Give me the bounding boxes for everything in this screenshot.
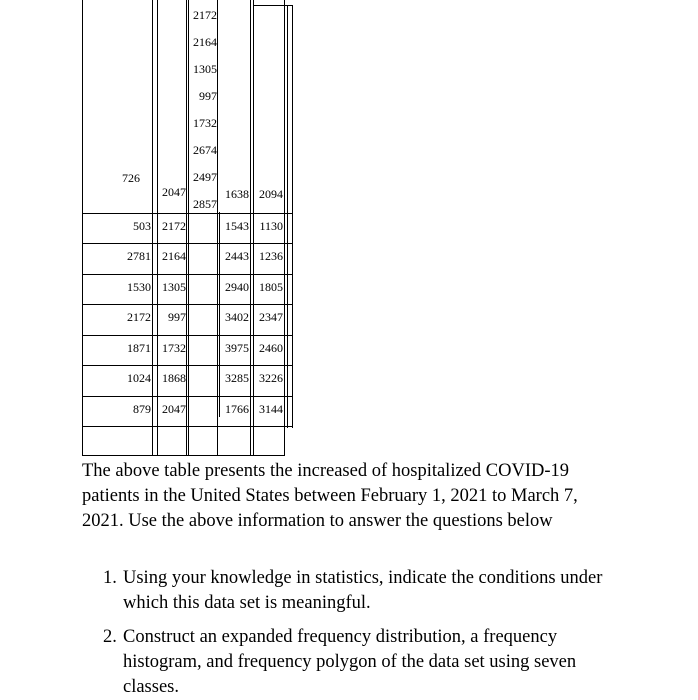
table-line (253, 5, 293, 6)
table-border-bottom (82, 455, 285, 456)
table-line (82, 243, 293, 244)
table-cell: 1732 (162, 341, 186, 355)
table-cell: 1305 (162, 280, 186, 294)
table-line (284, 0, 285, 456)
table-cell: 1766 (225, 402, 249, 416)
table-cell: 2497 (193, 170, 217, 184)
table-cell: 2172 (127, 310, 151, 324)
table-cell: 3975 (225, 341, 249, 355)
table-cell: 1868 (162, 371, 186, 385)
table-cell: 2781 (127, 249, 151, 263)
table-cell: 2940 (225, 280, 249, 294)
table-cell: 1236 (259, 249, 283, 263)
question-number: 2. (103, 627, 117, 647)
table-cell: 3402 (225, 310, 249, 324)
table-cell: 726 (122, 171, 140, 185)
table-cell: 2164 (162, 249, 186, 263)
table-line (152, 0, 153, 456)
table-line (217, 0, 218, 456)
table-cell: 1543 (225, 219, 249, 233)
table-cell: 1805 (259, 280, 283, 294)
table-cell: 1871 (127, 341, 151, 355)
question-text: Construct an expanded frequency distribution, a frequency histogram, and frequency polygon of the data set using seven classes. (123, 627, 577, 697)
table-cell: 1305 (193, 62, 217, 76)
table-cell: 1530 (127, 280, 151, 294)
table-line (82, 396, 293, 397)
table-cell: 3285 (225, 371, 249, 385)
table-cell: 2857 (193, 197, 217, 211)
table-cell: 2443 (225, 249, 249, 263)
table-line (82, 365, 293, 366)
table-cell: 2047 (162, 402, 186, 416)
table-cell: 2347 (259, 310, 283, 324)
table-cell: 2172 (162, 219, 186, 233)
question-item (103, 566, 623, 616)
table-line (82, 213, 293, 214)
table-line (82, 335, 293, 336)
table-line (186, 0, 187, 456)
table-cell: 1024 (127, 371, 151, 385)
table-cell: 1732 (193, 116, 217, 130)
table-cell: 3144 (259, 402, 283, 416)
table-cell: 2674 (193, 143, 217, 157)
table-cell: 2094 (259, 187, 283, 201)
table-cell: 2460 (259, 341, 283, 355)
table-cell: 3226 (259, 371, 283, 385)
table-cell: 2164 (193, 35, 217, 49)
question-number: 1. (103, 568, 117, 588)
question-text: Using your knowledge in statistics, indicate the conditions under which this data set is meaningful. (123, 568, 603, 613)
description-paragraph: The above table presents the increased of hospitalized COVID-19 patients in the United States between February 1, 2021 to March 7, 2021. Use the above information to answer the questions below (82, 461, 578, 531)
table-line (82, 426, 293, 427)
table-line (82, 274, 293, 275)
table-cell: 2047 (162, 185, 186, 199)
table-line (250, 0, 251, 456)
table-cell: 1130 (259, 219, 283, 233)
table-cell: 2172 (193, 8, 217, 22)
table-cell: 879 (133, 402, 151, 416)
question-item (103, 625, 623, 700)
table-line (82, 304, 293, 305)
table-cell: 997 (199, 89, 217, 103)
table-cell: 1638 (225, 187, 249, 201)
table-cell: 503 (133, 219, 151, 233)
table-cell: 997 (168, 310, 186, 324)
